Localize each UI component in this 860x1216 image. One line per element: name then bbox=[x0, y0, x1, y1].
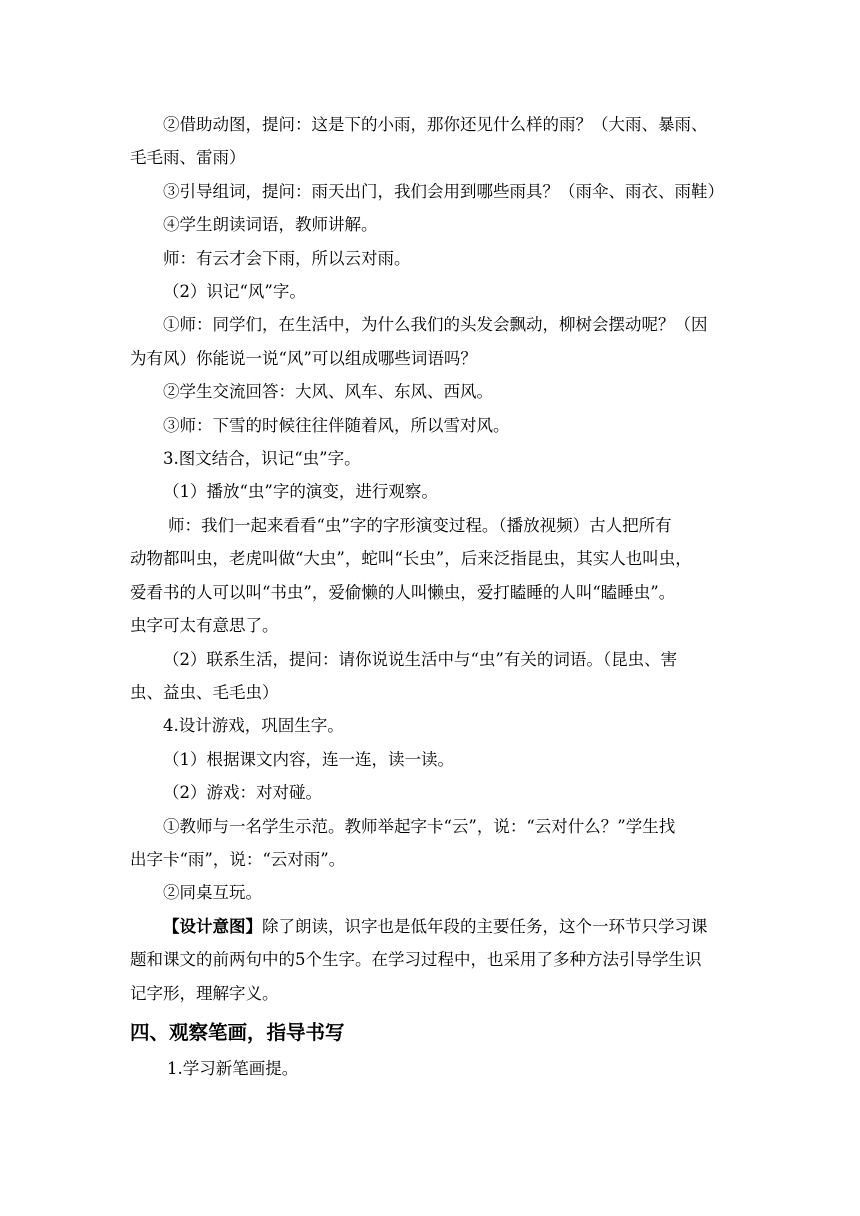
body-line: 毛毛雨、雷雨） bbox=[130, 148, 246, 168]
section-heading: 四、观察笔画，指导书写 bbox=[130, 1020, 345, 1044]
design-intent-tag: 【设计意图】 bbox=[163, 916, 262, 936]
body-line: ③引导组词，提问：雨天出门，我们会用到哪些雨具？（雨伞、雨衣、雨鞋） bbox=[163, 181, 724, 201]
body-line: ②同桌互玩。 bbox=[163, 883, 262, 903]
design-intent-line-2: 题和课文的前两句中的5个生字。在学习过程中，也采用了多种方法引导学生识 bbox=[130, 950, 702, 970]
body-line: 3.图文结合，识记“虫”字。 bbox=[163, 449, 361, 469]
body-line: ③师：下雪的时候往往伴随着风，所以雪对风。 bbox=[163, 415, 510, 435]
body-line: 爱看书的人可以叫“书虫”，爱偷懒的人叫懒虫，爱打瞌睡的人叫“瞌睡虫”。 bbox=[130, 582, 676, 602]
body-line: （1）播放“虫”字的演变，进行观察。 bbox=[163, 482, 438, 502]
body-line: ①教师与一名学生示范。教师举起字卡“云”，说：“云对什么？”学生找 bbox=[163, 816, 676, 836]
body-line: （2）联系生活，提问：请你说说生活中与“虫”有关的词语。（昆虫、害 bbox=[163, 649, 678, 669]
design-intent-line-3: 记字形，理解字义。 bbox=[130, 983, 279, 1003]
body-lines bbox=[130, 108, 748, 910]
body-line: （2）识记“风”字。 bbox=[163, 282, 306, 302]
body-line: ④学生朗读词语，教师讲解。 bbox=[163, 215, 378, 235]
body-line: 师：有云才会下雨，所以云对雨。 bbox=[163, 248, 411, 268]
design-intent-text-1: 除了朗读，识字也是低年段的主要任务，这个一环节只学习课 bbox=[262, 916, 708, 936]
body-line: （1）根据课文内容，连一连，读一读。 bbox=[163, 749, 454, 769]
body-line: 为有风）你能说一说“风”可以组成哪些词语吗？ bbox=[130, 348, 477, 368]
after-heading-line: 1.学习新笔画提。 bbox=[167, 1058, 299, 1078]
body-line: 出字卡“雨”，说：“云对雨”。 bbox=[130, 849, 346, 869]
body-line: 虫字可太有意思了。 bbox=[130, 616, 279, 636]
design-intent-line-1 bbox=[130, 910, 748, 943]
body-line: 动物都叫虫，老虎叫做“大虫”，蛇叫“长虫”，后来泛指昆虫，其实人也叫虫， bbox=[130, 549, 692, 569]
body-line: ②学生交流回答：大风、风车、东风、西风。 bbox=[163, 382, 493, 402]
body-line: 师：我们一起来看看“虫”字的字形演变过程。（播放视频）古人把所有 bbox=[168, 515, 672, 535]
body-line: ①师：同学们，在生活中，为什么我们的头发会飘动，柳树会摆动呢？（因 bbox=[163, 315, 708, 335]
body-line: 虫、益虫、毛毛虫） bbox=[130, 682, 279, 702]
body-line: （2）游戏：对对碰。 bbox=[163, 783, 322, 803]
body-line: 4.设计游戏，巩固生字。 bbox=[163, 716, 344, 736]
body-line: ②借助动图，提问：这是下的小雨，那你还见什么样的雨？（大雨、暴雨、 bbox=[163, 115, 708, 134]
